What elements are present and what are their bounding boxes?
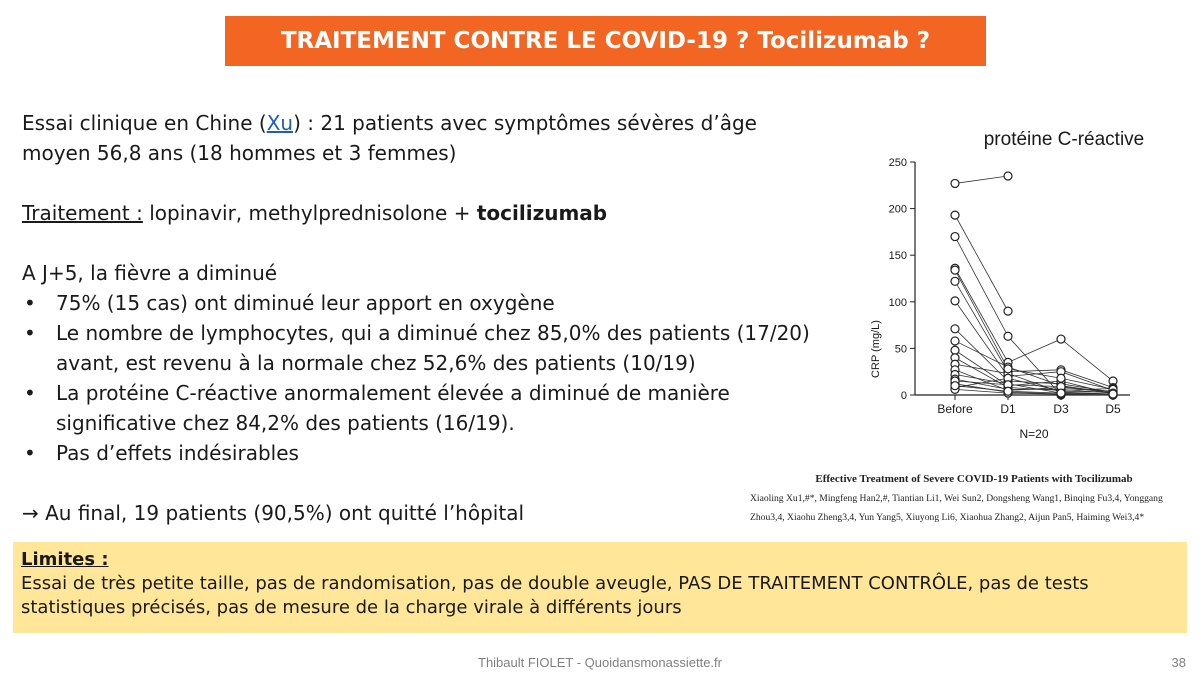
data-point bbox=[1004, 387, 1012, 395]
treatment-bold: tocilizumab bbox=[476, 201, 608, 225]
x-tick-label: Before bbox=[937, 402, 973, 416]
data-point bbox=[951, 233, 959, 241]
intro-prefix: Essai clinique en Chine ( bbox=[22, 111, 267, 135]
treatment-text: lopinavir, methylprednisolone + bbox=[142, 201, 477, 225]
data-point bbox=[1004, 365, 1012, 373]
bullet-text: Pas d’effets indésirables bbox=[56, 441, 299, 465]
data-point bbox=[1109, 390, 1117, 398]
treatment-line bbox=[22, 198, 842, 228]
xu-reference-link[interactable]: Xu bbox=[266, 111, 294, 135]
footer-author: Thibault FIOLET - Quoidansmonassiette.fr bbox=[478, 655, 722, 670]
results-list bbox=[22, 288, 842, 468]
limits-text: Essai de très petite taille, pas de randomisation, pas de double aveugle, PAS DE TRAITEMENT CONTRÔLE, pas de tests statistiques précisés, pas de mesure de la charge virale à différents jours bbox=[21, 573, 1089, 618]
paper-title: Effective Treatment of Severe COVID-19 Patients with Tocilizumab bbox=[815, 473, 1133, 485]
x-tick-label: D5 bbox=[1105, 402, 1121, 416]
limits-title: Limites : bbox=[21, 549, 109, 570]
data-point bbox=[1004, 307, 1012, 315]
y-tick-label: 100 bbox=[888, 296, 907, 309]
y-tick-label: 0 bbox=[900, 390, 907, 402]
data-point bbox=[1004, 172, 1012, 180]
data-point bbox=[1057, 389, 1065, 397]
limits-box bbox=[13, 542, 1187, 633]
intro-suffix: ) : 21 patients avec symptômes sévères d’âge bbox=[293, 111, 757, 135]
series-line bbox=[955, 268, 1113, 381]
bullet-text: 75% (15 cas) ont diminué leur apport en oxygène bbox=[56, 291, 555, 315]
y-tick-label: 150 bbox=[888, 250, 907, 263]
x-tick-label: D1 bbox=[1000, 402, 1016, 416]
paper-authors-line-2: Zhou3,4, Xiaohu Zheng3,4, Yun Yang5, Xiuyong Li6, Xiaohua Zhang2, Aijun Pan5, Haiming Wei3,4* bbox=[750, 512, 1145, 523]
slide-title bbox=[225, 16, 986, 66]
paper-authors-line-1: Xiaoling Xu1,#*, Mingfeng Han2,#, Tiantian Li1, Wei Sun2, Dongsheng Wang1, Binqing Fu3,4, Yonggang bbox=[750, 493, 1163, 504]
treatment-label: Traitement : bbox=[22, 201, 143, 225]
bullet-text: La protéine C-réactive anormalement élevée a diminué de manière bbox=[56, 381, 730, 405]
data-point bbox=[951, 211, 959, 219]
data-point bbox=[951, 297, 959, 305]
chart-x-label: N=20 bbox=[1019, 427, 1049, 441]
x-tick-label: D3 bbox=[1053, 402, 1069, 416]
bullet-text: significative chez 84,2% des patients (16/19). bbox=[56, 411, 515, 435]
footer bbox=[0, 655, 1200, 675]
data-point bbox=[951, 277, 959, 285]
series-line bbox=[955, 215, 1008, 311]
bullet-item bbox=[22, 288, 842, 318]
series-line bbox=[955, 176, 1008, 183]
bullet-item bbox=[22, 438, 842, 468]
data-point bbox=[951, 325, 959, 333]
slide-title-text: TRAITEMENT CONTRE LE COVID-19 ? Tocilizumab ? bbox=[280, 28, 931, 54]
crp-chart bbox=[848, 122, 1178, 452]
conclusion-line: → Au final, 19 patients (90,5%) ont quitté l’hôpital bbox=[22, 501, 525, 525]
data-point bbox=[951, 266, 959, 274]
intro-line-2: moyen 56,8 ans (18 hommes et 3 femmes) bbox=[22, 141, 457, 165]
data-point bbox=[951, 382, 959, 390]
bullet-item bbox=[22, 378, 842, 438]
main-content bbox=[22, 108, 842, 528]
intro-line-1 bbox=[22, 108, 842, 138]
bullet-text: Le nombre de lymphocytes, qui a diminué chez 85,0% des patients (17/20) bbox=[56, 321, 810, 345]
data-point bbox=[951, 179, 959, 187]
bullet-item bbox=[22, 318, 842, 378]
page-number: 38 bbox=[1171, 655, 1186, 670]
data-point bbox=[1057, 335, 1065, 343]
paper-reference bbox=[750, 470, 1190, 527]
crp-chart-svg bbox=[848, 122, 1178, 452]
bullet-text: avant, est revenu à la normale chez 52,6% des patients (10/19) bbox=[56, 351, 696, 375]
chart-title: protéine C-réactive bbox=[983, 129, 1145, 150]
y-tick-label: 200 bbox=[888, 203, 907, 216]
data-point bbox=[951, 346, 959, 354]
y-tick-label: 50 bbox=[894, 343, 907, 356]
data-point bbox=[1057, 374, 1065, 382]
data-point bbox=[951, 337, 959, 345]
results-heading: A J+5, la fièvre a diminué bbox=[22, 261, 278, 285]
y-tick-label: 250 bbox=[888, 157, 907, 169]
chart-y-label: CRP (mg/L) bbox=[870, 320, 882, 378]
data-point bbox=[1004, 332, 1012, 340]
